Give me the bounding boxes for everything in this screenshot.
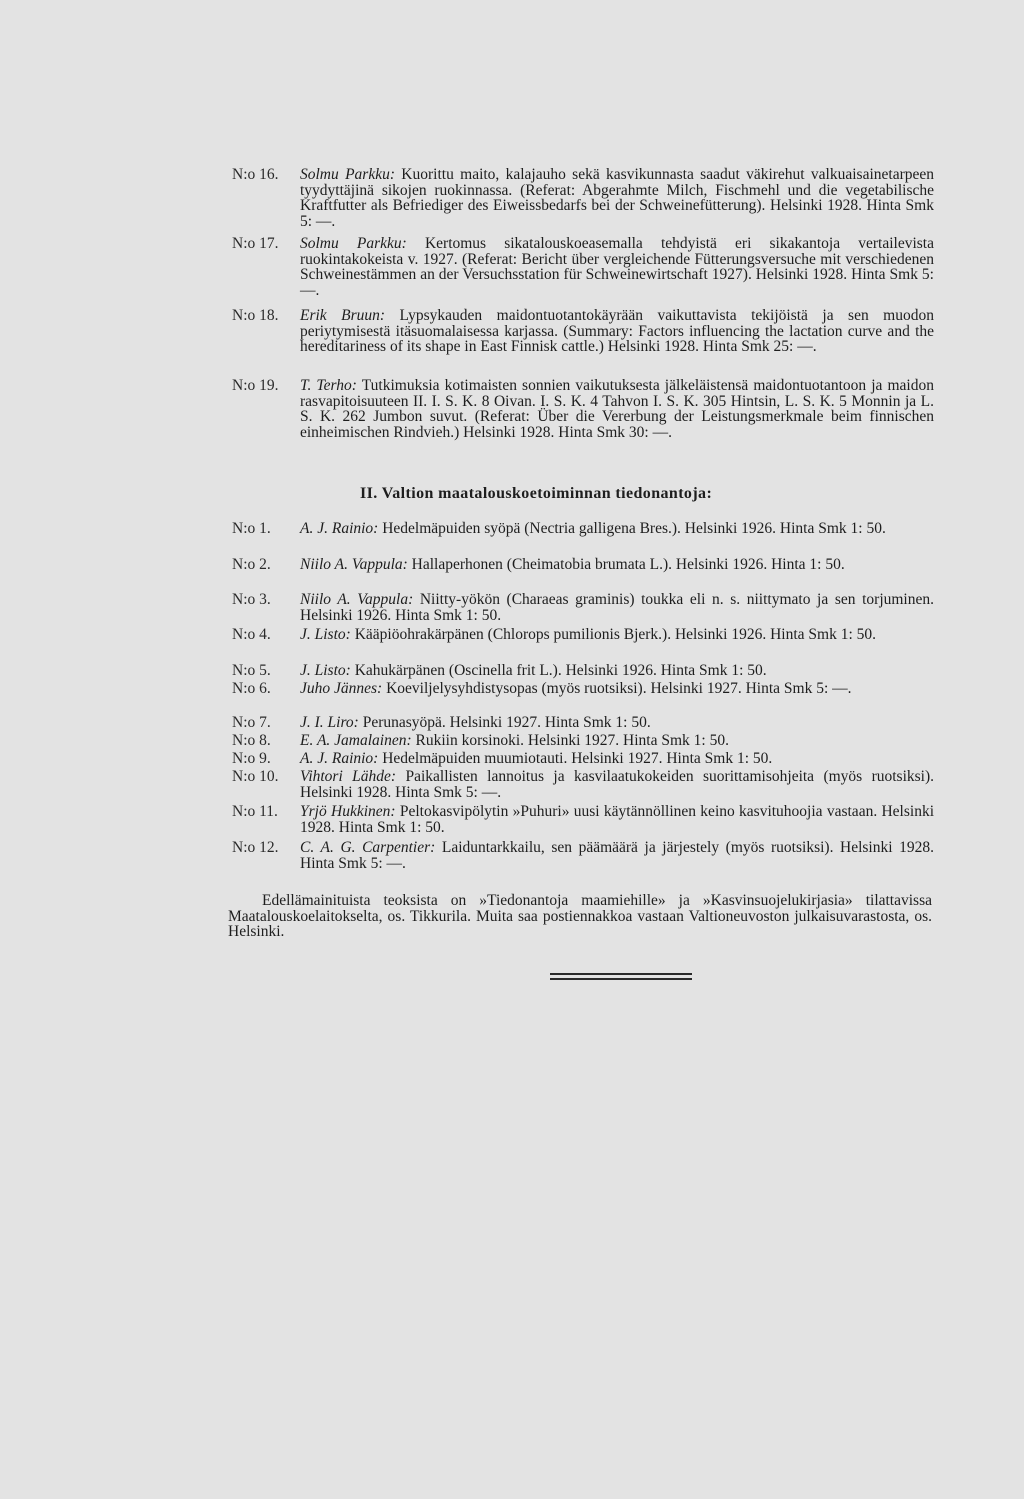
entry-author: J. I. Liro:	[300, 714, 359, 731]
entry-body: Tutkimuksia kotimaisten sonnien vaikutuksesta jälkeläistensä maidontuotantoon ja maidon rasvapitoisuuteen II. I. S. K. 8 Oivan. I. S. K. 4 Tahvon I. S. K. 305 Hintsin, L. S. K. 5 Monnin ja L. S. K. 262 Jumbon suvut. (Referat: Über die Vererbung der Leistungsmerkmale beim finnischen einheimischen Rindvieh.) Helsinki 1928. Hinta Smk 30: —.	[300, 377, 934, 441]
entry-text	[300, 521, 934, 537]
entry-text	[300, 167, 934, 229]
entry-author: T. Terho:	[300, 377, 357, 394]
entry-body: Kahukärpänen (Oscinella frit L.). Helsinki 1926. Hinta Smk 1: 50.	[354, 662, 767, 679]
entry-text	[300, 733, 934, 749]
entry-number: N:o 19.	[232, 377, 279, 394]
entry-author: Niilo A. Vappula:	[300, 556, 408, 573]
entry-body: Peltokasvipölytin »Puhuri» uusi käytännöllinen keino kasvituhoojia vastaan. Helsinki 1928. Hinta Smk 1: 50.	[300, 803, 935, 836]
section-heading: II. Valtion maatalouskoetoiminnan tiedonantoja:	[360, 485, 713, 502]
entry-number: N:o 12.	[232, 839, 279, 856]
entry-body: Hedelmäpuiden muumiotauti. Helsinki 1927. Hinta Smk 1: 50.	[382, 750, 773, 767]
entry-body: Hallaperhonen (Cheimatobia brumata L.). Helsinki 1926. Hinta 1: 50.	[411, 556, 845, 573]
entry-number: N:o 4.	[232, 626, 271, 643]
entry-author: A. J. Rainio:	[300, 520, 379, 537]
entry-text	[300, 840, 934, 871]
entry-body: Hedelmäpuiden syöpä (Nectria galligena Bres.). Helsinki 1926. Hinta Smk 1: 50.	[382, 520, 886, 537]
entry-author: Solmu Parkku:	[300, 166, 395, 183]
entry-body: Perunasyöpä. Helsinki 1927. Hinta Smk 1: 50.	[362, 714, 651, 731]
entry-number: N:o 3.	[232, 591, 271, 608]
entry-author: Yrjö Hukkinen:	[300, 803, 396, 820]
divider-rule	[550, 978, 692, 980]
entry-number: N:o 9.	[232, 750, 271, 767]
entry-author: Juho Jännes:	[300, 680, 383, 697]
entry-number: N:o 6.	[232, 680, 271, 697]
entry-number: N:o 11.	[232, 803, 278, 820]
entry-text	[300, 663, 934, 679]
entry-text	[300, 804, 934, 835]
entry-author: E. A. Jamalainen:	[300, 732, 412, 749]
entry-body: Koeviljelysyhdistysopas (myös ruotsiksi). Helsinki 1927. Hinta Smk 5: —.	[386, 680, 852, 697]
entry-text	[300, 378, 934, 440]
entry-number: N:o 5.	[232, 662, 271, 679]
entry-body: Kertomus sikatalouskoeasemalla tehdyistä eri sikakantoja vertailevista ruokintakokeista v. 1927. (Referat: Bericht über vergleichende Fütterungsversuche mit verschiedenen Schweinestämmen an der Versuchsstation für Schweinewirtschaft 1927). Helsinki 1928. Hinta Smk 5: —.	[300, 235, 934, 299]
entry-number: N:o 10.	[232, 768, 279, 785]
entry-author: Erik Bruun:	[300, 307, 386, 324]
entry-text	[300, 751, 934, 767]
entry-author: J. Listo:	[300, 662, 351, 679]
entry-text	[300, 557, 934, 573]
entry-text	[300, 681, 934, 697]
entry-author: Solmu Parkku:	[300, 235, 407, 252]
entry-body: Kääpiöohrakärpänen (Chlorops pumilionis Bjerk.). Helsinki 1926. Hinta Smk 1: 50.	[354, 626, 877, 643]
entry-text	[300, 627, 934, 643]
divider-rule	[550, 973, 692, 975]
entry-number: N:o 17.	[232, 235, 279, 252]
entry-author: Niilo A. Vappula:	[300, 591, 414, 608]
entry-author: Vihtori Lähde:	[300, 768, 397, 785]
entry-text	[300, 308, 934, 355]
closing-note: Edellämainituista teoksista on »Tiedonantoja maamiehille» ja »Kasvinsuojelukirjasia» tilattavissa Maatalouskoelaitokselta, os. Tikkurila. Muita saa postiennakkoa vastaan Valtioneuvoston julkaisuvarastosta, os. Helsinki.	[228, 892, 932, 940]
entry-number: N:o 1.	[232, 520, 271, 537]
entry-text	[300, 236, 934, 298]
entry-body: Laiduntarkkailu, sen päämäärä ja järjestely (myös ruotsiksi). Helsinki 1928. Hinta Smk 5: —.	[300, 839, 935, 872]
entry-text	[300, 769, 934, 800]
entry-body: Paikallisten lannoitus ja kasvilaatukokeiden suorittamisohjeita (myös ruotsiksi). Helsinki 1928. Hinta Smk 5: —.	[300, 768, 935, 801]
entry-number: N:o 16.	[232, 166, 279, 183]
entry-body: Lypsykauden maidontuotantokäyrään vaikuttavista tekijöistä ja sen muodon periytymisestä itäsuomalaisessa karjassa. (Summary: Factors influencing the lactation curve and the hereditariness of its shape in East Finnisk cattle.) Helsinki 1928. Hinta Smk 25: —.	[300, 307, 934, 355]
entry-number: N:o 18.	[232, 307, 279, 324]
entry-text	[300, 592, 934, 623]
entry-body: Niitty-yökön (Charaeas graminis) toukka eli n. s. niittymato ja sen torjuminen. Helsinki 1926. Hinta Smk 1: 50.	[300, 591, 934, 624]
entry-number: N:o 7.	[232, 714, 271, 731]
entry-author: C. A. G. Carpentier:	[300, 839, 436, 856]
entry-number: N:o 2.	[232, 556, 271, 573]
entry-text	[300, 715, 934, 731]
entry-number: N:o 8.	[232, 732, 271, 749]
entry-author: A. J. Rainio:	[300, 750, 379, 767]
entry-body: Kuorittu maito, kalajauho sekä kasvikunnasta saadut väkirehut valkuaisainetarpeen tyydyttäjinä sikojen ruokinnassa. (Referat: Abgerahmte Milch, Fischmehl und die vegetabilische Kraftfutter als Befriediger des Eiweissbedarfs bei der Schweinefütterung). Helsinki 1928. Hinta Smk 5: —.	[300, 166, 934, 230]
entry-author: J. Listo:	[300, 626, 351, 643]
entry-body: Rukiin korsinoki. Helsinki 1927. Hinta Smk 1: 50.	[415, 732, 729, 749]
